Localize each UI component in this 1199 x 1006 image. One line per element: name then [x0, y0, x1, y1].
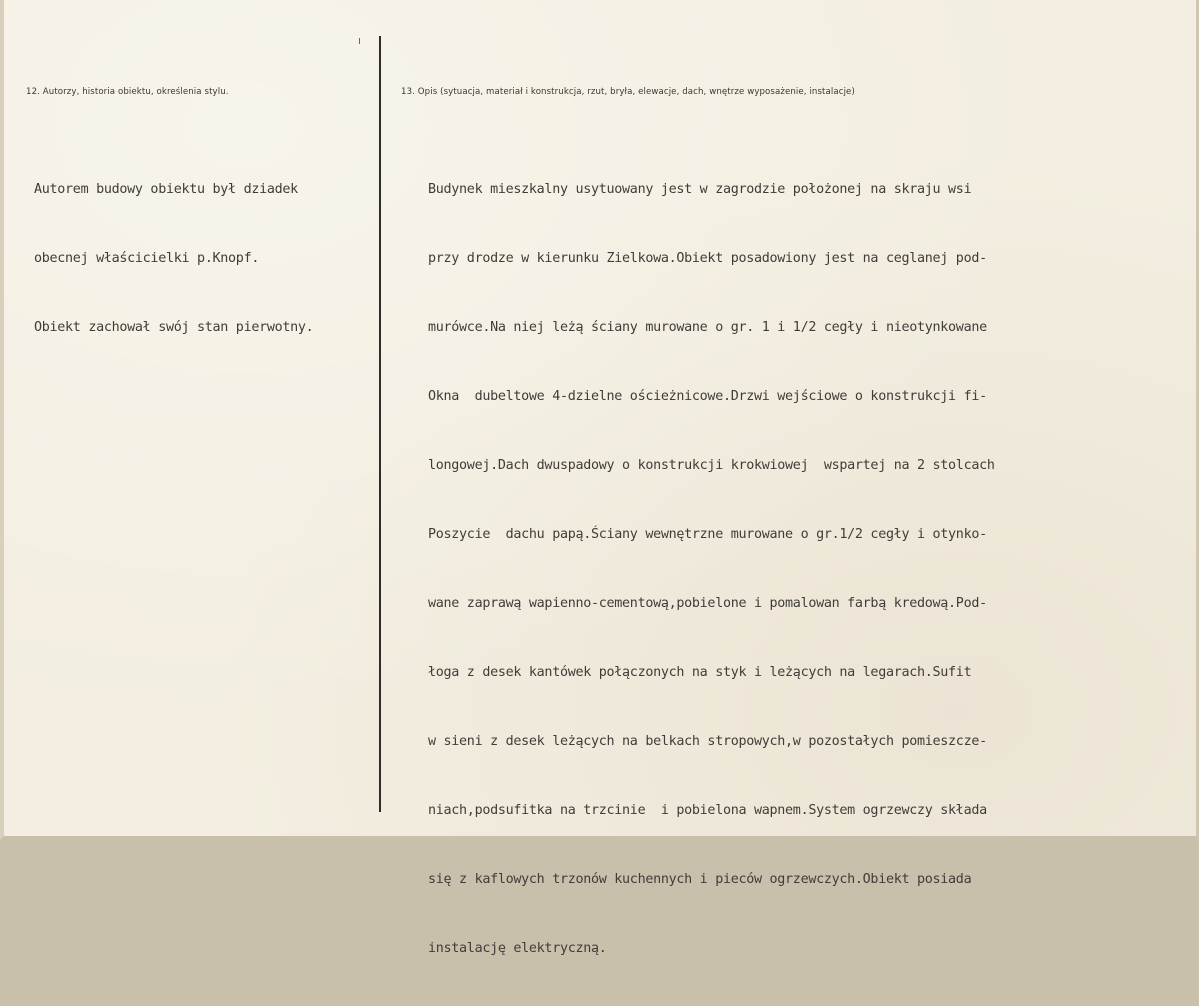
text-line: łoga z desek kantówek połączonych na styk i leżących na legarach.Sufit [428, 665, 972, 680]
text-line: longowej.Dach dwuspadowy o konstrukcji krokwiowej wspartej na 2 stolcach [428, 458, 995, 473]
field-12-label: 12. Autorzy, historia obiektu, określenia stylu. [26, 87, 229, 97]
text-line: Okna dubeltowe 4-dzielne ościeżnicowe.Drzwi wejściowe o konstrukcji fi- [428, 389, 987, 404]
authors-history-text [34, 132, 313, 385]
text-line: Budynek mieszkalny usytuowany jest w zagrodzie położonej na skraju wsi [428, 182, 972, 197]
text-line: instalację elektryczną. [428, 941, 607, 956]
text-line: murówce.Na niej leżą ściany murowane o gr. 1 i 1/2 cegły i nieotynkowane [428, 320, 987, 335]
text-line: Poszycie dachu papą.Ściany wewnętrzne murowane o gr.1/2 cegły i otynko- [428, 527, 987, 542]
text-line: Obiekt zachował swój stan pierwotny. [34, 320, 314, 335]
field-13-label: 13. Opis (sytuacja, materiał i konstrukcja, rzut, bryła, elewacje, dach, wnętrze wyposażenie, instalacje) [401, 87, 855, 97]
text-line: się z kaflowych trzonów kuchennych i pieców ogrzewczych.Obiekt posiada [428, 872, 972, 887]
text-line: przy drodze w kierunku Zielkowa.Obiekt posadowiony jest na ceglanej pod- [428, 251, 987, 266]
text-line: niach,podsufitka na trzcinie i pobielona wapnem.System ogrzewczy składa [428, 803, 987, 818]
description-text [428, 132, 995, 1006]
margin-tick [359, 38, 360, 44]
text-line: Autorem budowy obiektu był dziadek [34, 182, 298, 197]
text-line: obecnej właścicielki p.Knopf. [34, 251, 260, 266]
column-divider [379, 36, 381, 812]
text-line: wane zaprawą wapienno-cementową,pobielone i pomalowan farbą kredową.Pod- [428, 596, 987, 611]
text-line: w sieni z desek leżących na belkach stropowych,w pozostałych pomieszcze- [428, 734, 987, 749]
